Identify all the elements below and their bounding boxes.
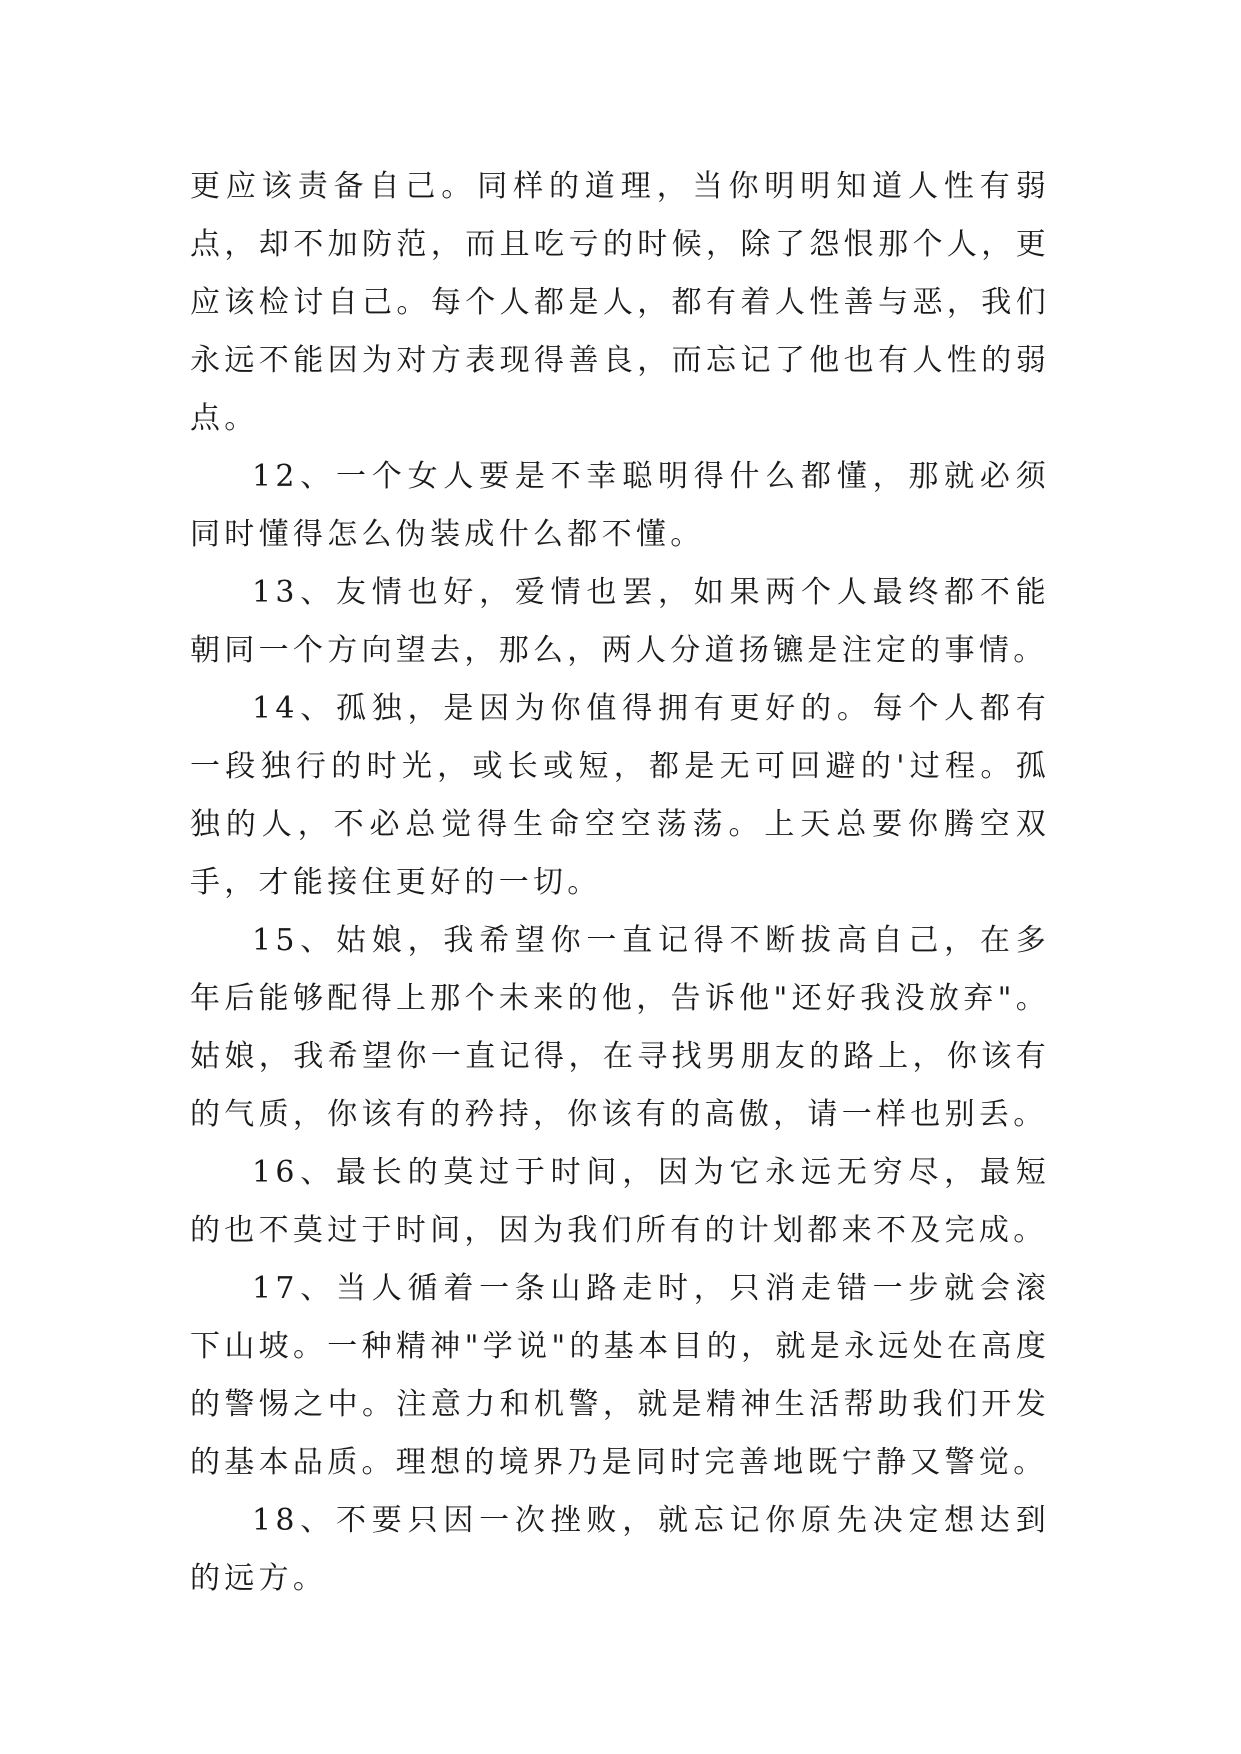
document-body (190, 158, 1050, 1608)
paragraph-continuation: 更应该责备自己。同样的道理，当你明明知道人性有弱点，却不加防范，而且吃亏的时候，除了怨恨那个人，更应该检讨自己。每个人都是人，都有着人性善与恶，我们永远不能因为对方表现得善良，而忘记了他也有人性的弱点。 (190, 169, 1050, 436)
paragraph-16: 16、最长的莫过于时间，因为它永远无穷尽，最短的也不莫过于时间，因为我们所有的计划都来不及完成。 (190, 1155, 1050, 1248)
paragraph-18: 18、不要只因一次挫败，就忘记你原先决定想达到的远方。 (190, 1503, 1050, 1596)
paragraph-12: 12、一个女人要是不幸聪明得什么都懂，那就必须同时懂得怎么伪装成什么都不懂。 (190, 459, 1050, 552)
paragraph-13: 13、友情也好，爱情也罢，如果两个人最终都不能朝同一个方向望去，那么，两人分道扬镳是注定的事情。 (190, 575, 1050, 668)
paragraph-14: 14、孤独，是因为你值得拥有更好的。每个人都有一段独行的时光，或长或短，都是无可回避的'过程。孤独的人，不必总觉得生命空空荡荡。上天总要你腾空双手，才能接住更好的一切。 (190, 691, 1050, 900)
paragraph-17: 17、当人循着一条山路走时，只消走错一步就会滚下山坡。一种精神"学说"的基本目的，就是永远处在高度的警惕之中。注意力和机警，就是精神生活帮助我们开发的基本品质。理想的境界乃是同时完善地既宁静又警觉。 (190, 1271, 1050, 1480)
paragraph-15: 15、姑娘，我希望你一直记得不断拔高自己，在多年后能够配得上那个未来的他，告诉他"还好我没放弃"。姑娘，我希望你一直记得，在寻找男朋友的路上，你该有的气质，你该有的矜持，你该有的高傲，请一样也别丢。 (190, 923, 1050, 1132)
